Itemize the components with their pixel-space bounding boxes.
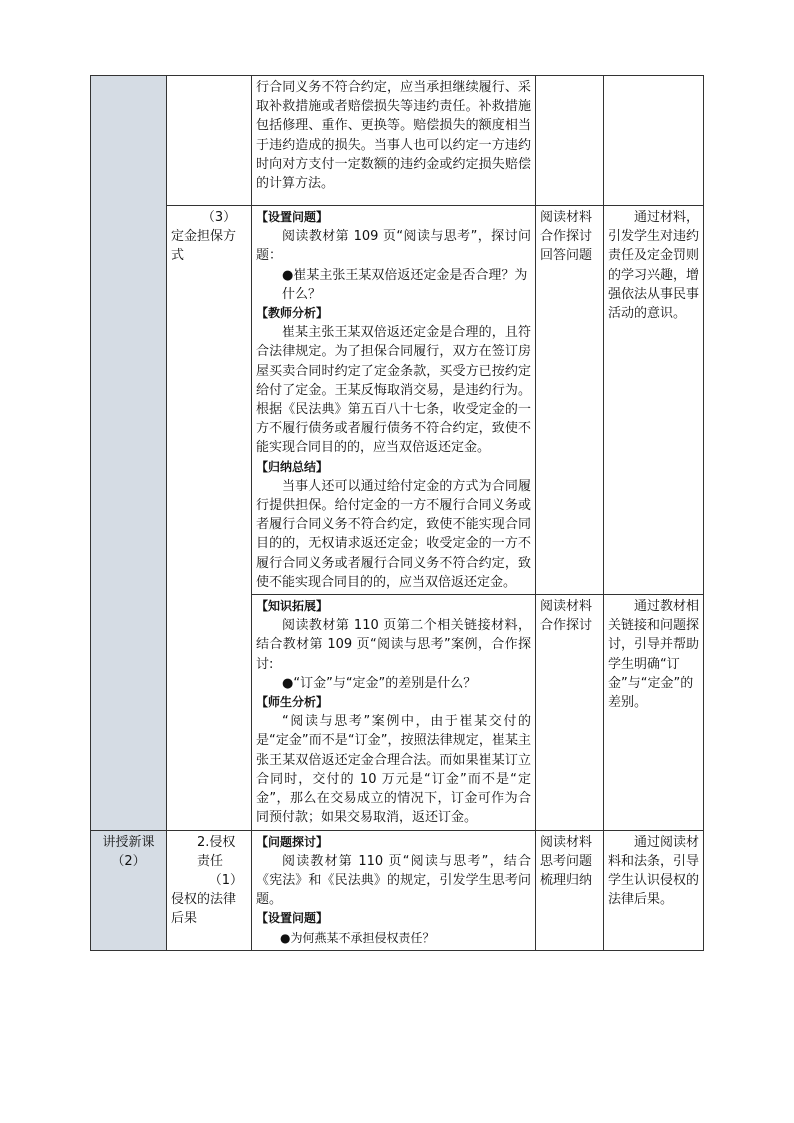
topic-subnumber: （1）: [208, 872, 243, 888]
stage-label: 讲授新课: [102, 834, 155, 850]
topic-title: 定金担保方式: [171, 229, 237, 264]
topic-cell: [167, 76, 252, 206]
section-heading: 【设置问题】: [256, 911, 329, 926]
goal-cell: [604, 830, 704, 950]
activity-cell: 阅读材料思考问题梳理归纳: [536, 830, 604, 950]
activity-cell: 阅读材料合作探讨回答问题: [536, 206, 604, 595]
question-item: ●为何燕某不承担侵权责任？: [280, 930, 435, 945]
activity-cell: 阅读材料合作探讨: [536, 595, 604, 830]
section-heading: 【问题探讨】: [256, 834, 329, 849]
topic-cell: [167, 206, 252, 831]
content-paragraph: 阅读教材第 110 页第二个相关链接材料，结合教材第 109 页“阅读与思考”案例，合作探讨:: [256, 618, 531, 672]
content-cell: [252, 76, 536, 206]
lesson-plan-table: [90, 75, 704, 951]
section-heading: 【设置问题】: [256, 210, 329, 224]
content-paragraph: 行合同义务不符合约定，应当承担继续履行、采取补救措施或者赔偿损失等违约责任。补救措施包括修理、重作、更换等。赔偿损失的额度相当于违约造成的损失。当事人也可以约定一方违约时向对方支付一定数额的违约金或约定损失赔偿的计算方法。: [256, 80, 531, 192]
content-cell: [252, 206, 536, 595]
stage-cell: [91, 830, 167, 950]
table-row: [91, 76, 704, 206]
goal-cell: [604, 595, 704, 830]
section-heading: 【教师分析】: [256, 306, 329, 321]
goal-text: 通过教材相关链接和问题探讨，引导并帮助学生明确“订金”与“定金”的差别。: [608, 599, 700, 711]
content-paragraph: 阅读教材第 109 页“阅读与思考”，探讨问题：: [256, 229, 531, 264]
goal-cell: [604, 206, 704, 595]
question-item: ●“订金”与“定金”的差别是什么？: [282, 675, 477, 691]
content-paragraph: 当事人还可以通过给付定金的方式为合同履行提供担保。给付定金的一方不履行合同义务或者履行合同义务不符合约定，致使不能实现合同目的的，无权请求返还定金；收受定金的一方不履行合同义务或者履行合同义务不符合约定，致使不能实现合同目的的，应当双倍返还定金。: [256, 478, 531, 590]
question-item: ●崔某主张王某双倍返还定金是否合理？为什么？: [282, 267, 528, 302]
content-paragraph: 阅读教材第 110 页“阅读与思考”，结合《宪法》和《民法典》的规定，引发学生思考问题。: [256, 853, 531, 908]
content-cell: [252, 830, 536, 950]
topic-number: 2.侵权责任: [197, 834, 236, 869]
content-paragraph: “阅读与思考”案例中，由于崔某交付的是“定金”而不是“订金”，按照法律规定，崔某主张王某双倍返还定金合理合法。而如果崔某订立合同时，交付的 10 万元是“订金”而不是“定金”，那么在交易成立的情况下，订金可作为合同预付款；如果交易取消，返还订金。: [256, 714, 531, 826]
goal-text: 通过阅读材料和法条，引导学生认识侵权的法律后果。: [608, 834, 700, 908]
table-row: [91, 830, 704, 950]
topic-title: 侵权的法律后果: [171, 892, 237, 927]
goal-text: 通过材料，引发学生对违约责任及定金罚则的学习兴趣，增强依法从事民事活动的意识。: [608, 210, 700, 322]
table-row: [91, 206, 704, 595]
goal-cell: [604, 76, 704, 206]
section-heading: 【归纳总结】: [256, 459, 329, 474]
section-heading: 【知识拓展】: [256, 599, 329, 614]
topic-number: （3）: [201, 210, 237, 225]
topic-cell: [167, 830, 252, 950]
activity-cell: [536, 76, 604, 206]
stage-number: （2）: [111, 853, 146, 869]
stage-cell-empty: [91, 76, 167, 831]
section-heading: 【师生分析】: [256, 695, 329, 710]
content-paragraph: 崔某主张王某双倍返还定金是合理的，且符合法律规定。为了担保合同履行，双方在签订房屋买卖合同时约定了定金条款，买受方已按约定给付了定金。王某反悔取消交易，是违约行为。根据《民法典》第五百八十七条，收受定金的一方不履行债务或者履行债务不符合约定，致使不能实现合同目的的，应当双倍返还定金。: [256, 325, 531, 456]
content-cell: [252, 595, 536, 830]
